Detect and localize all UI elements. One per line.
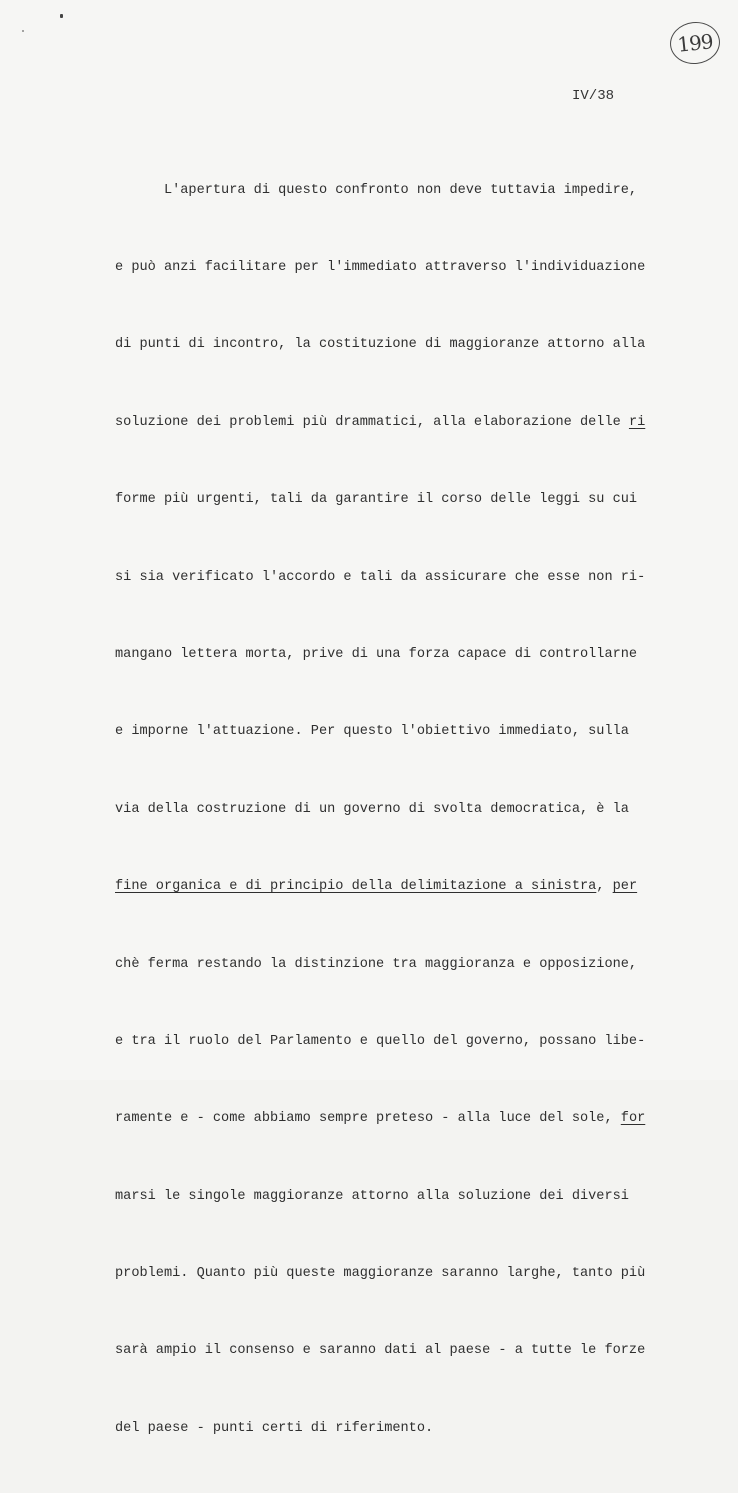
text-line: e può anzi facilitare per l'immediato attraverso l'individuazione [115,259,646,275]
text-line: ramente e - come abbiamo sempre preteso - alla luce del sole, for [115,1111,646,1127]
text-line: fine organica e di principio della delimitazione a sinistra, per [115,879,638,895]
folio-number: 199 [676,29,714,57]
scan-speck [22,30,24,32]
text-line: soluzione dei problemi più drammatici, alla elaborazione delle ri [115,414,646,430]
text-line: si sia verificato l'accordo e tali da assicurare che esse non ri- [115,569,646,585]
scan-speck [60,14,63,18]
text-line: mangano lettera morta, prive di una forza capace di controllarne [115,646,638,662]
underlined-text: for [620,1111,646,1127]
text-line: del paese - punti certi di riferimento. [115,1420,434,1436]
text-line: e imporne l'attuazione. Per questo l'obiettivo immediato, sulla [115,724,629,740]
underlined-phrase: fine organica e di principio della delimitazione a sinistra [115,879,597,895]
text-line: chè ferma restando la distinzione tra maggioranza e opposizione, [115,956,638,972]
folio-stamp [668,20,722,67]
text-line: L'apertura di questo confronto non deve tuttavia impedire, [115,182,638,198]
text-line: marsi le singole maggioranze attorno alla soluzione dei diversi [115,1188,629,1204]
underlined-text: ri [628,414,646,430]
body-paragraph [115,126,705,1493]
text-line: via della costruzione di un governo di svolta democratica, è la [115,801,629,817]
text-line: di punti di incontro, la costituzione di maggioranze attorno alla [115,337,646,353]
text-line: e tra il ruolo del Parlamento e quello del governo, possano libe- [115,1033,646,1049]
text-line: problemi. Quanto più queste maggioranze saranno larghe, tanto più [115,1266,646,1282]
text-line: sarà ampio il consenso e saranno dati al paese - a tutte le forze [115,1343,646,1359]
text-line: forme più urgenti, tali da garantire il corso delle leggi su cui [115,492,638,508]
page-reference: IV/38 [572,88,615,104]
underlined-text: per [612,879,638,895]
